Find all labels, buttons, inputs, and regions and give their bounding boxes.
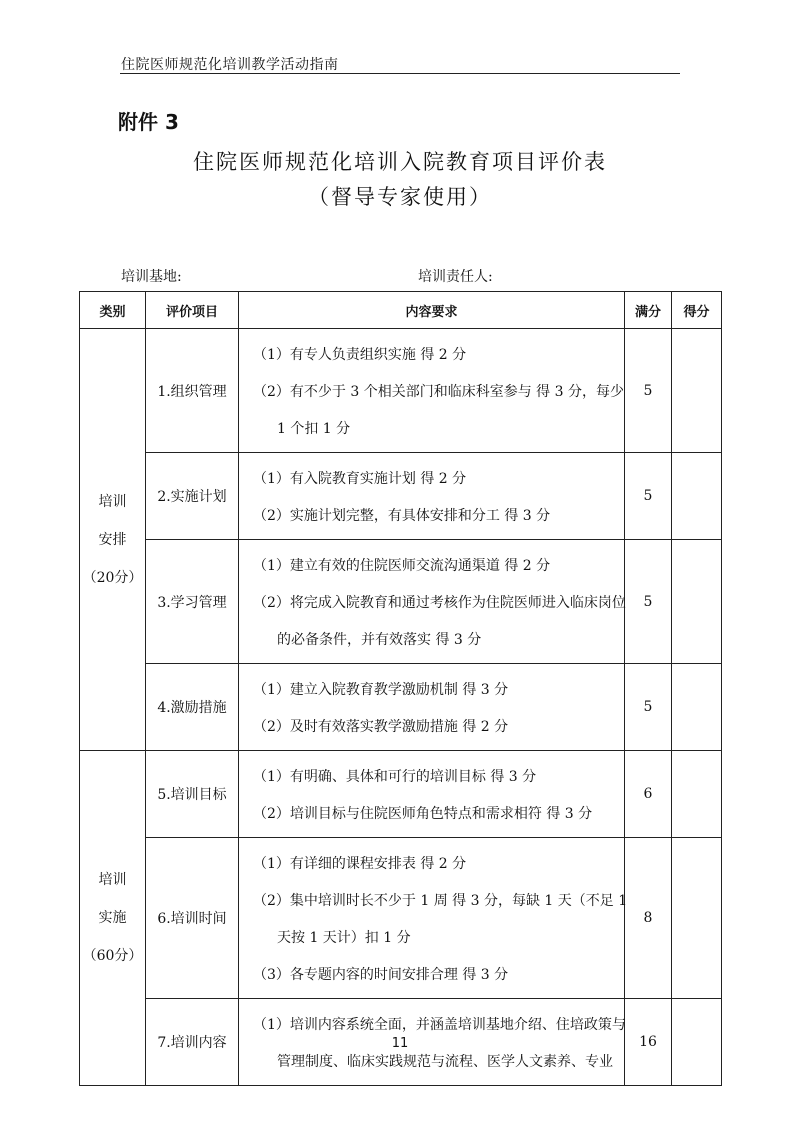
item-cell: 7.培训内容 — [146, 999, 239, 1086]
header-rule — [120, 73, 680, 74]
form-subtitle: （督导专家使用） — [308, 185, 492, 209]
header-content: 内容要求 — [239, 292, 625, 329]
full-score-cell: 8 — [625, 838, 672, 999]
category-line: 安排 — [98, 531, 127, 548]
full-score-cell: 5 — [625, 329, 672, 453]
table-row — [80, 540, 722, 664]
requirement-line: （2）培训目标与住院医师角色特点和需求相符 得 3 分 — [253, 806, 593, 822]
score-cell[interactable] — [672, 453, 722, 540]
item-cell: 6.培训时间 — [146, 838, 239, 999]
running-header: 住院医师规范化培训教学活动指南 — [121, 57, 339, 73]
requirement-line: （1）有专人负责组织实施 得 2 分 — [253, 347, 467, 363]
full-score-cell: 5 — [625, 540, 672, 664]
item-cell: 5.培训目标 — [146, 751, 239, 838]
table-row — [80, 751, 722, 838]
full-score-cell: 6 — [625, 751, 672, 838]
requirement-line: （2）将完成入院教育和通过考核作为住院医师进入临床岗位 — [253, 595, 626, 611]
header-category: 类别 — [80, 292, 146, 329]
header-item: 评价项目 — [146, 292, 239, 329]
full-score-cell: 5 — [625, 664, 672, 751]
table-row — [80, 664, 722, 751]
header-full-score: 满分 — [625, 292, 672, 329]
responsible-person-label: 培训责任人: — [418, 269, 493, 285]
table-row — [80, 453, 722, 540]
category-line: （60分） — [82, 948, 143, 964]
requirement-line: （1）培训内容系统全面，并涵盖培训基地介绍、住培政策与 — [253, 1017, 626, 1033]
category-line: 培训 — [98, 493, 127, 510]
score-cell[interactable] — [672, 329, 722, 453]
header-score: 得分 — [672, 292, 722, 329]
item-cell: 4.激励措施 — [146, 664, 239, 751]
requirement-line: （2）实施计划完整，有具体安排和分工 得 3 分 — [253, 508, 551, 524]
item-cell: 1.组织管理 — [146, 329, 239, 453]
table-header-row — [80, 292, 722, 329]
content-cell — [239, 664, 625, 751]
score-cell[interactable] — [672, 664, 722, 751]
category-line: 实施 — [98, 910, 127, 926]
training-base-label: 培训基地: — [121, 269, 182, 285]
requirement-line: （1）建立有效的住院医师交流沟通渠道 得 2 分 — [253, 558, 551, 574]
requirement-line: 1 个扣 1 分 — [277, 421, 351, 437]
full-score-cell: 16 — [625, 999, 672, 1086]
attachment-label: 附件 3 — [118, 110, 179, 134]
page-number: 11 — [391, 1036, 409, 1051]
requirement-line: （1）有详细的课程安排表 得 2 分 — [253, 856, 467, 872]
requirement-line: （2）有不少于 3 个相关部门和临床科室参与 得 3 分，每少 — [253, 384, 624, 400]
category-cell — [80, 329, 146, 751]
requirement-line: （1）有明确、具体和可行的培训目标 得 3 分 — [253, 769, 537, 785]
form-title: 住院医师规范化培训入院教育项目评价表 — [193, 150, 607, 174]
requirement-line: （1）建立入院教育教学激励机制 得 3 分 — [253, 682, 509, 698]
item-cell: 3.学习管理 — [146, 540, 239, 664]
item-cell: 2.实施计划 — [146, 453, 239, 540]
requirement-line: （2）及时有效落实教学激励措施 得 2 分 — [253, 719, 509, 735]
category-line: 培训 — [98, 872, 127, 888]
requirement-line: （2）集中培训时长不少于 1 周 得 3 分，每缺 1 天（不足 1 — [253, 893, 628, 909]
content-cell — [239, 751, 625, 838]
evaluation-table — [79, 291, 722, 1086]
category-line: （20分） — [82, 569, 143, 586]
table-row — [80, 838, 722, 999]
content-cell — [239, 540, 625, 664]
content-cell — [239, 329, 625, 453]
requirement-line: 的必备条件，并有效落实 得 3 分 — [277, 632, 482, 648]
requirement-line: 天按 1 天计）扣 1 分 — [277, 930, 411, 946]
score-cell[interactable] — [672, 751, 722, 838]
content-cell — [239, 453, 625, 540]
score-cell[interactable] — [672, 540, 722, 664]
content-cell — [239, 838, 628, 999]
table-row — [80, 329, 722, 453]
full-score-cell: 5 — [625, 453, 672, 540]
requirement-line: 管理制度、临床实践规范与流程、医学人文素养、专业 — [277, 1054, 613, 1070]
requirement-line: （1）有入院教育实施计划 得 2 分 — [253, 471, 467, 487]
requirement-line: （3）各专题内容的时间安排合理 得 3 分 — [253, 967, 509, 983]
score-cell[interactable] — [672, 838, 722, 999]
